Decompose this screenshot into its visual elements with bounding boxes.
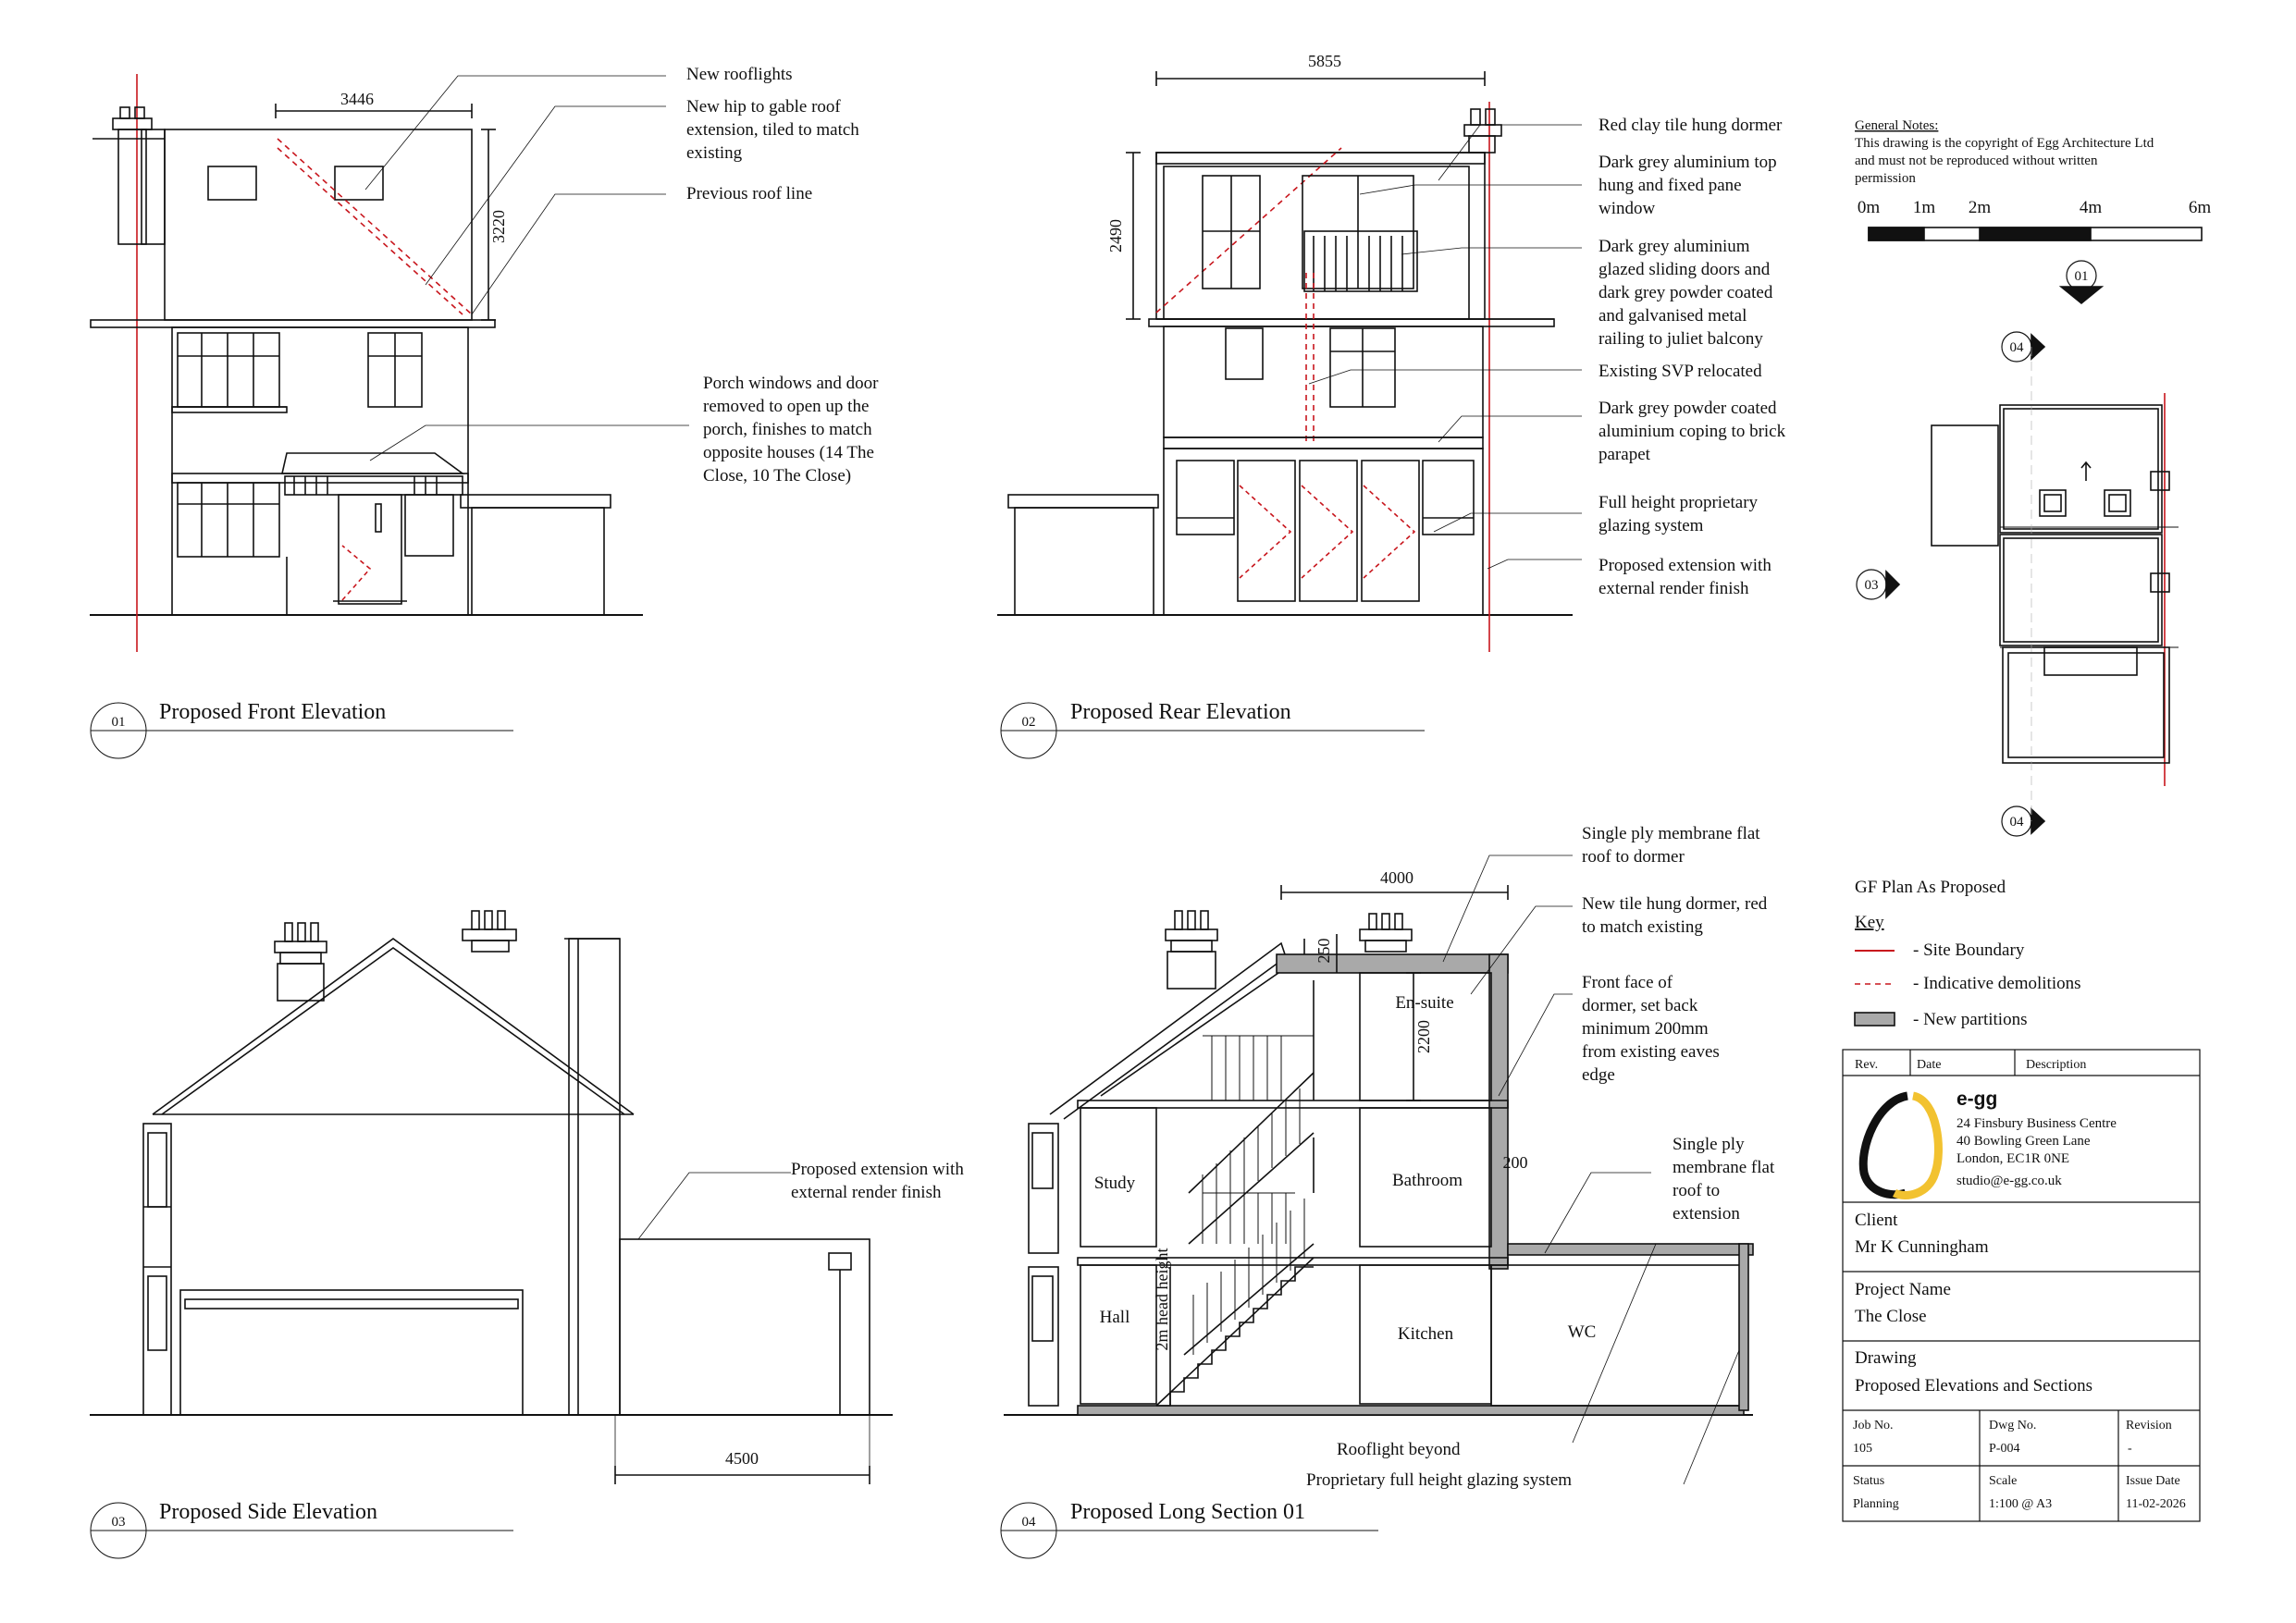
view-number-04: 04 [1021,1515,1036,1530]
front-note: New rooflights [686,65,793,84]
scale-label-tb: Scale [1989,1474,2018,1488]
drawing-value: Proposed Elevations and Sections [1855,1376,2092,1396]
room-label: WC [1567,1322,1597,1342]
job-no-label: Job No. [1853,1419,1894,1432]
front-note: porch, finishes to match [703,420,872,439]
section-note: edge [1582,1065,1615,1085]
section-note: Single ply [1673,1135,1745,1154]
general-notes-line: This drawing is the copyright of Egg Architecture Ltd [1855,136,2154,151]
side-width-dim: 4500 [725,1449,759,1468]
rear-note: Proposed extension with [1599,556,1771,575]
rear-note: glazing system [1599,516,1704,535]
rear-note: window [1599,199,1656,218]
plan-marker: 01 [2074,269,2089,284]
dwg-no-value: P-004 [1989,1442,2020,1456]
section-note: from existing eaves [1582,1042,1720,1062]
section-note: roof to [1673,1181,1721,1200]
status-label: Status [1853,1474,1885,1488]
rear-elevation [997,71,1582,758]
rear-note: railing to juliet balcony [1599,329,1763,349]
section-note: Front face of [1582,973,1673,992]
front-height-dim: 3220 [489,210,508,243]
section-note: minimum 200mm [1582,1019,1709,1039]
room-label: Hall [1099,1308,1130,1327]
client-label: Client [1855,1211,1898,1230]
head-height-dim: 2m head height [1153,1248,1171,1351]
section-note: to match existing [1582,917,1703,937]
general-notes-line: and must not be reproduced without written [1855,154,2098,168]
section-note: membrane flat [1673,1158,1775,1177]
side-elevation-title: Proposed Side Elevation [159,1500,377,1524]
revision-value: - [2128,1442,2132,1456]
front-note: Close, 10 The Close) [703,466,852,486]
room-label: Study [1093,1174,1136,1193]
side-note: external render finish [791,1183,942,1202]
rear-note: hung and fixed pane [1599,176,1742,195]
long-section-title: Proposed Long Section 01 [1070,1500,1305,1524]
section-note: roof to dormer [1582,847,1685,867]
brand-name: e-gg [1957,1088,1998,1110]
client-value: Mr K Cunningham [1855,1237,1989,1257]
rear-elevation-title: Proposed Rear Elevation [1070,700,1291,724]
front-note: Previous roof line [686,184,813,203]
plan-marker: 04 [2009,340,2024,355]
status-value: Planning [1853,1497,1899,1511]
front-width-dim: 3446 [340,90,374,108]
front-note: Porch windows and door [703,374,879,393]
plan-title: GF Plan As Proposed [1855,878,2006,897]
plan-marker: 03 [1864,578,1879,593]
section-note: extension [1673,1204,1740,1223]
room-label: Bathroom [1392,1171,1463,1190]
setback-dim: 200 [1502,1153,1528,1172]
scale-label: 0m [1857,198,1881,217]
side-elevation [90,911,893,1558]
room-label: En-suite [1395,993,1454,1013]
dwg-no-label: Dwg No. [1989,1419,2037,1432]
scale-label: 1m [1912,198,1936,217]
scale-label: 2m [1968,198,1992,217]
plan-marker: 04 [2009,815,2024,830]
rear-width-dim: 5855 [1308,52,1341,70]
project-value: The Close [1855,1307,1927,1326]
front-note: existing [686,143,743,163]
view-number-02: 02 [1021,715,1036,730]
address-line: studio@e-gg.co.uk [1957,1174,2062,1188]
section-note: Proprietary full height glazing system [1306,1470,1573,1490]
rear-note: Dark grey aluminium [1599,237,1750,256]
key-heading: Key [1855,913,1884,932]
scale-label: 4m [2079,198,2103,217]
front-note: opposite houses (14 The [703,443,874,462]
scale-bar [1869,227,2202,240]
key-item: - New partitions [1913,1010,2028,1029]
side-note: Proposed extension with [791,1160,964,1179]
front-note: New hip to gable roof [686,97,841,117]
address-line: 40 Bowling Green Lane [1957,1134,2091,1149]
key-swatches [1855,951,1895,1026]
tb-header: Date [1917,1058,1942,1072]
address-line: London, EC1R 0NE [1957,1151,2070,1166]
section-note: dormer, set back [1582,996,1698,1015]
issue-date-value: 11-02-2026 [2126,1497,2186,1511]
rear-note: external render finish [1599,579,1749,598]
tb-header: Description [2026,1058,2087,1072]
rear-note: parapet [1599,445,1650,464]
rear-note: aluminium coping to brick [1599,422,1786,441]
front-note: extension, tiled to match [686,120,859,140]
front-note: removed to open up the [703,397,870,416]
section-note: Single ply membrane flat [1582,824,1760,843]
job-no-value: 105 [1853,1442,1872,1456]
revision-label: Revision [2126,1419,2172,1432]
drawing-label: Drawing [1855,1348,1917,1368]
front-elevation-title: Proposed Front Elevation [159,700,387,724]
ensuite-height-dim: 2200 [1414,1020,1433,1053]
rear-note: and galvanised metal [1599,306,1747,326]
rear-note: Full height proprietary [1599,493,1759,512]
tb-header: Rev. [1855,1058,1879,1072]
view-number-01: 01 [111,715,126,730]
front-elevation [90,74,689,758]
general-notes-line: permission [1855,171,1916,186]
rear-note: Dark grey aluminium top [1599,153,1777,172]
scale-label: 6m [2188,198,2212,217]
section-note: New tile hung dormer, red [1582,894,1768,914]
rear-note: glazed sliding doors and [1599,260,1771,279]
section-note: Rooflight beyond [1337,1440,1461,1459]
rear-note: Dark grey powder coated [1599,399,1777,418]
section-width-dim: 4000 [1380,868,1413,887]
project-label: Project Name [1855,1280,1951,1299]
rear-height-dim: 2490 [1106,219,1125,252]
rear-note: Red clay tile hung dormer [1599,116,1783,135]
rear-note: dark grey powder coated [1599,283,1773,302]
view-number-03: 03 [111,1515,126,1530]
issue-date-label: Issue Date [2126,1474,2180,1488]
key-item: - Site Boundary [1913,941,2025,960]
scale-value: 1:100 @ A3 [1989,1497,2053,1511]
dormer-dim: 250 [1315,938,1333,964]
rear-note: Existing SVP relocated [1599,362,1762,381]
key-item: - Indicative demolitions [1913,974,2081,993]
room-label: Kitchen [1397,1324,1454,1344]
address-line: 24 Finsbury Business Centre [1957,1116,2117,1131]
general-notes-heading: General Notes: [1855,118,1939,133]
